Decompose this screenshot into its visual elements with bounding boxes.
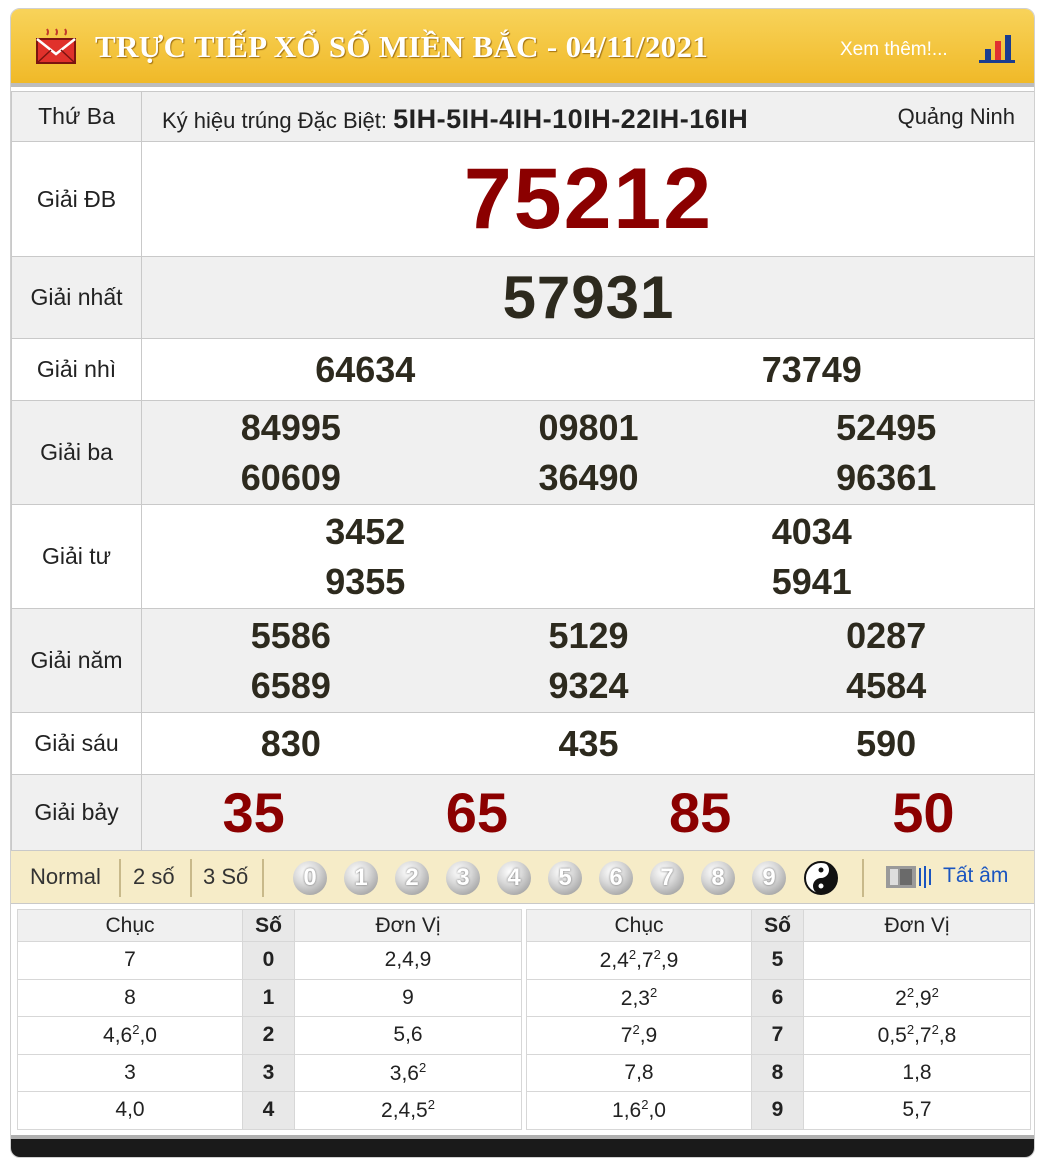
- loto-tens-cell: 7: [18, 942, 243, 980]
- col-header-donvi: Đơn Vị: [295, 910, 522, 942]
- mode-2so-button[interactable]: 2 số: [133, 864, 175, 889]
- digit-filter-1[interactable]: 1: [344, 861, 378, 895]
- loto-row: [18, 979, 522, 1017]
- col-header-donvi: Đơn Vị: [804, 910, 1031, 942]
- prize-g7-number: 65: [445, 781, 509, 844]
- loto-tens-cell: $7^2,9$: [527, 1017, 752, 1055]
- results-table: [11, 91, 1035, 851]
- loto-units-cell: 5,6: [295, 1017, 522, 1055]
- divider: [119, 859, 121, 897]
- prize-g3-number: 09801: [538, 406, 639, 448]
- loto-row: [18, 1054, 522, 1092]
- prize-label-g2: Giải nhì: [12, 339, 142, 401]
- loto-tens-cell: 3: [18, 1054, 243, 1092]
- prize-g7-number: 85: [668, 781, 732, 844]
- digit-filter-5[interactable]: 5: [548, 861, 582, 895]
- prize-g3-number: 52495: [836, 406, 937, 448]
- loto-row: [527, 1054, 1031, 1092]
- prize-g3-number: 60609: [240, 456, 341, 498]
- digit-filter-7[interactable]: 7: [650, 861, 684, 895]
- envelope-icon: [35, 27, 77, 65]
- loto-units-cell: 2,4,5$^2$: [295, 1092, 522, 1130]
- prize-g6-number: 590: [856, 722, 917, 764]
- prize-g3-number: 96361: [836, 456, 937, 498]
- prize-g4-number: 9355: [325, 560, 406, 602]
- prize-label-g4: Giải tư: [12, 505, 142, 609]
- loto-units-cell: 1,8: [804, 1054, 1031, 1092]
- loto-units-cell: 5,7: [804, 1092, 1031, 1130]
- loto-head-digit: 5: [752, 942, 804, 980]
- page-title: TRỰC TIẾP XỔ SỐ MIỀN BẮC - 04/11/2021: [95, 29, 709, 64]
- prize-g2-number: 64634: [315, 348, 416, 390]
- prize-label-g6: Giải sáu: [12, 713, 142, 775]
- prize-g3-number: 84995: [240, 406, 341, 448]
- digit-filter-6[interactable]: 6: [599, 861, 633, 895]
- digit-filter-4[interactable]: 4: [497, 861, 531, 895]
- loto-row: [527, 1092, 1031, 1130]
- loto-tens-cell: 4,0: [18, 1092, 243, 1130]
- loto-table-left: [17, 909, 522, 1130]
- loto-tens-cell: $2,3^2$: [527, 979, 752, 1017]
- loto-head-digit: 7: [752, 1017, 804, 1055]
- mode-normal-button[interactable]: Normal: [30, 864, 101, 889]
- bar-chart-icon[interactable]: [977, 31, 1017, 63]
- mode-3so-button[interactable]: 3 Số: [203, 864, 249, 889]
- prize-label-g5: Giải năm: [12, 609, 142, 713]
- loto-head-digit: 6: [752, 979, 804, 1017]
- loto-head-digit: 1: [243, 979, 295, 1017]
- special-symbol-row: [142, 92, 1036, 142]
- loto-tens-cell: $4,6^2,0$: [18, 1017, 243, 1055]
- prize-g4-number: 5941: [771, 560, 852, 602]
- prize-g5-number: 9324: [548, 664, 629, 706]
- prize-label-g3: Giải ba: [12, 401, 142, 505]
- prize-db-number: 75212: [463, 150, 714, 247]
- display-toolbar: [11, 850, 1035, 904]
- loto-head-digit: 0: [243, 942, 295, 980]
- prize-g1-number: 57931: [502, 264, 675, 331]
- special-symbol-value: 5IH-5IH-4IH-10IH-22IH-16IH: [393, 104, 749, 134]
- col-header-so: Số: [752, 910, 804, 942]
- loto-units-cell: [804, 942, 1031, 980]
- prize-g5-number: 5129: [548, 614, 629, 656]
- loto-head-digit: 9: [752, 1092, 804, 1130]
- loto-row: [18, 1092, 522, 1130]
- col-header-chuc: Chục: [527, 910, 752, 942]
- loto-row: [527, 1017, 1031, 1055]
- loto-tens-cell: 7,8: [527, 1054, 752, 1092]
- lottery-widget: [10, 8, 1035, 1158]
- prize-g3-number: 36490: [538, 456, 639, 498]
- sound-icon[interactable]: [884, 863, 934, 891]
- prize-label-g7: Giải bảy: [12, 775, 142, 851]
- prize-label-g1: Giải nhất: [12, 257, 142, 339]
- divider: [262, 859, 264, 897]
- prize-g4-number: 4034: [771, 510, 852, 552]
- loto-units-cell: 9: [295, 979, 522, 1017]
- col-header-so: Số: [243, 910, 295, 942]
- yin-yang-icon[interactable]: [804, 861, 838, 895]
- prize-g7-number: 35: [222, 781, 285, 844]
- digit-filter-9[interactable]: 9: [752, 861, 786, 895]
- loto-row: [18, 1017, 522, 1055]
- loto-head-digit: 4: [243, 1092, 295, 1130]
- loto-units-cell: $3,6^2$: [295, 1054, 522, 1092]
- header-bar: [11, 9, 1035, 87]
- prize-g6-number: 830: [260, 722, 321, 764]
- special-symbol-label: Ký hiệu trúng Đặc Biệt:: [162, 108, 388, 133]
- province-label: Quảng Ninh: [897, 104, 1015, 129]
- loto-tens-cell: 8: [18, 979, 243, 1017]
- loto-head-digit: 3: [243, 1054, 295, 1092]
- loto-row: [527, 979, 1031, 1017]
- prize-label-db: Giải ĐB: [12, 142, 142, 257]
- loto-units-cell: 2,4,9: [295, 942, 522, 980]
- footer-bar: [11, 1135, 1035, 1158]
- loto-head-digit: 2: [243, 1017, 295, 1055]
- divider: [862, 859, 864, 897]
- loto-row: [527, 942, 1031, 980]
- mute-all-button[interactable]: Tất âm: [943, 864, 1009, 887]
- loto-row: [18, 942, 522, 980]
- loto-head-digit: 8: [752, 1054, 804, 1092]
- prize-g7-number: 50: [892, 781, 955, 844]
- digit-filter-2[interactable]: 2: [395, 861, 429, 895]
- loto-units-cell: $0,5^2,7^2,8$: [804, 1017, 1031, 1055]
- loto-tens-cell: $1,6^2,0$: [527, 1092, 752, 1130]
- digit-filter-3[interactable]: 3: [446, 861, 480, 895]
- prize-g5-number: 4584: [846, 664, 927, 706]
- more-link[interactable]: Xem thêm!...: [840, 39, 948, 60]
- prize-g2-number: 73749: [761, 348, 862, 390]
- loto-table-right: [526, 909, 1031, 1130]
- prize-g5-number: 0287: [846, 614, 927, 656]
- day-label: Thứ Ba: [12, 92, 142, 142]
- loto-units-cell: $2^2,9^2$: [804, 979, 1031, 1017]
- divider: [190, 859, 192, 897]
- digit-filter-8[interactable]: 8: [701, 861, 735, 895]
- prize-g6-number: 435: [558, 722, 619, 764]
- prize-g4-number: 3452: [325, 510, 406, 552]
- prize-g5-number: 5586: [250, 614, 331, 656]
- digit-filter-0[interactable]: 0: [293, 861, 327, 895]
- loto-tens-cell: $2,4^2,7^2,9$: [527, 942, 752, 980]
- special-symbol: [162, 104, 748, 135]
- prize-g5-number: 6589: [250, 664, 331, 706]
- col-header-chuc: Chục: [18, 910, 243, 942]
